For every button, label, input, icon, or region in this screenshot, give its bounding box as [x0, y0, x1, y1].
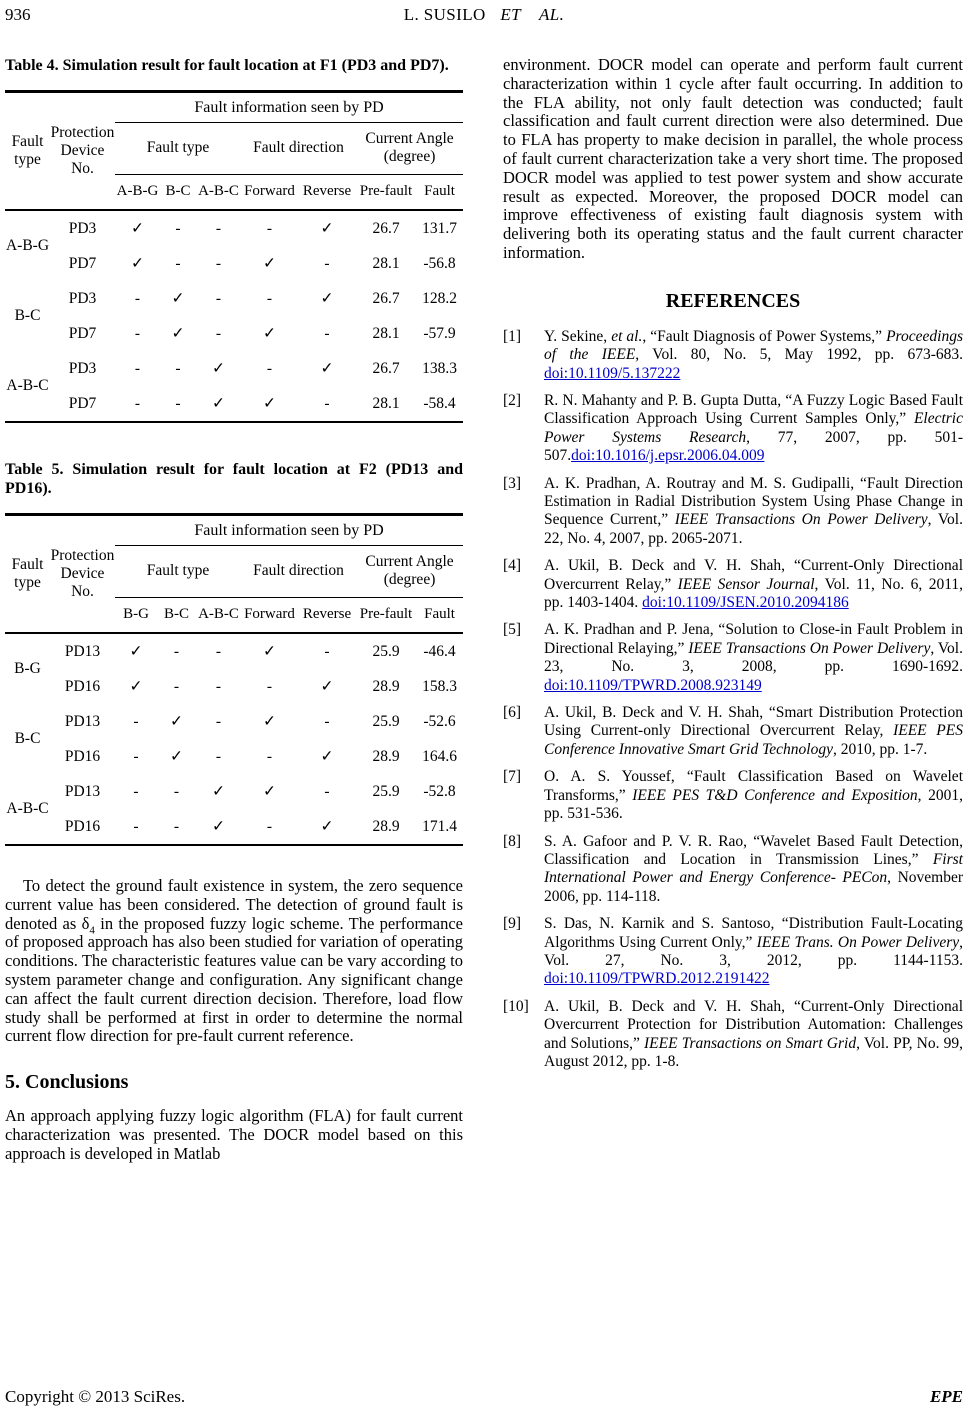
- conclusions-continuation-paragraph: environment. DOCR model can operate and perform fault current characterization within 1 cycle after fault occurring. In addition to the FLA ability, not only fault detection was conducted; fault classification and fault current direction were also determined. Due to FLA has property to make decision in parallel, the whole process of fault current characterization take a very short time. The proposed DOCR model was applied to test power system and show accurate result as expected. Moreover, the proposed DOCR model can improve effectiveness of existing fault diagnosis system with delivering both its operating status and the fault current character information.: [503, 55, 963, 262]
- pd-cell: PD7: [68, 394, 97, 412]
- page-number: 936: [5, 5, 31, 24]
- fault-type-label: A-B-C: [6, 377, 49, 394]
- table-cell: -: [266, 289, 273, 307]
- doi-link[interactable]: doi:10.1109/JSEN.2010.2094186: [642, 594, 849, 612]
- reference-number: [7]: [503, 768, 522, 786]
- reference-text: A. Ukil, B. Deck and V. H. Shah, “Smart Distribution Protection Using Current-only Directional Overcurrent Relay, IEEE PES Conference Innovative Smart Grid Technology, 2010, pp. 1-7.: [544, 704, 963, 758]
- table-cell: ✓: [131, 255, 144, 272]
- table-cell: -58.4: [423, 394, 456, 412]
- reference-number: [9]: [503, 915, 522, 933]
- subcol-header: B-C: [160, 175, 196, 211]
- pd-cell: PD16: [64, 817, 101, 835]
- reference-number: [1]: [503, 327, 522, 345]
- reference-number: [5]: [503, 621, 522, 639]
- col-header-fault-info: Fault information seen by PD: [115, 515, 463, 546]
- reference-text: A. Ukil, B. Deck and V. H. Shah, “Current-Only Directional Overcurrent Relay,” IEEE Sensor Journal, Vol. 11, No. 6, 2011, pp. 1403-1404. doi:10.1109/JSEN.2010.2094186: [544, 557, 964, 612]
- reference-number: [8]: [503, 832, 522, 850]
- table-cell: ✓: [263, 325, 276, 342]
- table-cell: ✓: [320, 220, 334, 237]
- pd-cell: PD3: [68, 219, 97, 237]
- table-row: [5, 774, 463, 809]
- table-cell: 28.9: [372, 817, 400, 835]
- table-cell: -: [175, 394, 181, 412]
- table-cell: ✓: [170, 713, 183, 730]
- table-cell: -: [266, 677, 273, 695]
- fault-type-label: B-C: [14, 307, 41, 324]
- table-cell: -: [215, 324, 222, 342]
- table-row: [5, 515, 463, 546]
- table-cell: ✓: [212, 818, 225, 835]
- table-cell: 25.9: [372, 782, 400, 800]
- col-header-fault-type: Fault type: [5, 515, 50, 634]
- table-row: [5, 386, 463, 422]
- table-cell: ✓: [263, 643, 276, 660]
- reference-item: [503, 704, 963, 759]
- table-cell: -: [266, 817, 273, 835]
- doi-link[interactable]: doi:10.1109/5.137222: [544, 364, 681, 382]
- table-cell: -: [175, 219, 181, 237]
- doi-link[interactable]: doi:10.1109/TPWRD.2008.923149: [544, 676, 762, 694]
- table-cell: -: [173, 817, 180, 835]
- table-cell: -: [324, 394, 330, 412]
- table-cell: ✓: [131, 220, 144, 237]
- reference-item: [503, 768, 963, 823]
- table-row: [5, 739, 463, 774]
- table-cell: 26.7: [372, 219, 400, 237]
- table-row: [5, 281, 463, 316]
- table-cell: 25.9: [372, 642, 400, 660]
- table-cell: 28.9: [372, 747, 400, 765]
- table-row: [5, 210, 463, 246]
- reference-item: [503, 392, 963, 466]
- table-row: [5, 316, 463, 351]
- table-cell: -: [324, 712, 330, 730]
- table-cell: -: [173, 677, 180, 695]
- table-cell: ✓: [320, 678, 334, 695]
- reference-item: [503, 998, 963, 1072]
- pd-cell: PD16: [64, 677, 101, 695]
- table-cell: ✓: [320, 290, 334, 307]
- table-cell: -56.8: [423, 254, 456, 272]
- table-cell: ✓: [320, 748, 334, 765]
- subcol-header: Reverse: [298, 175, 356, 211]
- col-header-fault-info: Fault information seen by PD: [115, 92, 463, 123]
- table-cell: 138.3: [422, 359, 457, 377]
- pd-cell: PD3: [68, 289, 97, 307]
- table-cell: -: [324, 642, 330, 660]
- table-cell: ✓: [129, 643, 143, 660]
- reference-item: [503, 557, 963, 612]
- reference-item: [503, 833, 963, 907]
- table-cell: -: [134, 359, 141, 377]
- col-group-fault-type: Fault type: [115, 546, 241, 598]
- col-group-fault-type: Fault type: [115, 123, 241, 175]
- col-group-fault-direction: Fault direction: [241, 546, 356, 598]
- reference-text: Y. Sekine, et al., “Fault Diagnosis of Power Systems,” Proceedings of the IEEE, Vol. 80, No. 5, May 1992, pp. 673-683. doi:10.1109/5.137222: [544, 327, 963, 382]
- table-cell: -: [215, 219, 222, 237]
- pd-cell: PD7: [68, 254, 97, 272]
- table4-caption: Table 4. Simulation result for fault location at F1 (PD3 and PD7).: [5, 57, 449, 74]
- table-cell: -: [134, 324, 141, 342]
- conclusions-heading: 5. Conclusions: [5, 1071, 129, 1094]
- pd-cell: PD3: [68, 359, 97, 377]
- table-cell: -57.9: [423, 324, 456, 342]
- table-cell: -52.6: [423, 712, 456, 730]
- table-cell: 158.3: [422, 677, 457, 695]
- table-cell: ✓: [170, 748, 183, 765]
- fault-type-label: B-G: [14, 660, 41, 677]
- reference-item: [503, 475, 963, 549]
- table-cell: ✓: [263, 713, 276, 730]
- subcol-header: A-B-G: [115, 175, 160, 211]
- table-cell: -: [133, 747, 139, 765]
- reference-text: S. Das, N. Karnik and S. Santoso, “Distribution Fault-Locating Algorithms Using Current Only,” IEEE Trans. On Power Delivery, Vol. 27, No. 3, 2012, pp. 1144-1153. doi:10.1109/TPWRD.2012.2191422: [544, 915, 963, 988]
- table-row: [5, 669, 463, 704]
- table-cell: -52.8: [423, 782, 456, 800]
- left-column: [5, 56, 463, 1164]
- page-footer: [5, 1387, 963, 1407]
- reference-text: R. N. Mahanty and P. B. Gupta Dutta, “A Fuzzy Logic Based Fault Classification Approach Using Current Samples Only,” Electric Power Systems Research, 77, 2007, pp. 501-507.doi:10.1016/j.epsr.2006.04.009: [544, 391, 963, 465]
- col-header-pd-no: Protection Device No.: [50, 92, 115, 211]
- subcol-header: Pre-fault: [356, 175, 416, 211]
- table-cell: 26.7: [372, 359, 400, 377]
- reference-text: A. K. Pradhan and P. Jena, “Solution to Close-in Fault Problem in Directional Relaying,” IEEE Transactions On Power Delivery, Vol. 23, No. 3, 2008, pp. 1690-1692. doi:10.1109/TPWRD.2008.923149: [544, 621, 963, 694]
- fault-type-label: B-C: [14, 730, 41, 747]
- table-5: [5, 513, 463, 846]
- subcol-header: Pre-fault: [356, 598, 416, 634]
- table-cell: -: [134, 394, 141, 412]
- subcol-header: A-B-C: [196, 598, 241, 634]
- col-header-fault-type: Fault type: [5, 92, 50, 211]
- table-cell: 28.1: [372, 394, 400, 412]
- journal-abbreviation: EPE: [929, 1387, 963, 1406]
- table-cell: -: [266, 359, 273, 377]
- table-row: [5, 246, 463, 281]
- table-cell: -: [134, 289, 141, 307]
- subcol-header: Forward: [241, 175, 298, 211]
- table-cell: ✓: [263, 783, 276, 800]
- reference-text: S. A. Gafoor and P. V. R. Rao, “Wavelet Based Fault Detection, Classification and Location in Transmission Lines,” First International Power and Energy Conference- PECon, November 2006, pp. 114-118.: [544, 832, 963, 905]
- reference-item: [503, 621, 963, 695]
- table-row: [5, 809, 463, 845]
- table-cell: -: [175, 359, 181, 377]
- doi-link[interactable]: doi:10.1109/TPWRD.2012.2191422: [544, 970, 770, 988]
- table-cell: -: [133, 817, 139, 835]
- subcol-header: Fault: [416, 598, 463, 634]
- conclusions-paragraph: An approach applying fuzzy logic algorithm (FLA) for fault current characterization was presented. The DOCR model based on this approach is developed in Matlab: [5, 1106, 463, 1163]
- table-cell: 28.1: [372, 324, 400, 342]
- table-row: [5, 92, 463, 123]
- table-cell: 26.7: [372, 289, 400, 307]
- fault-type-label: A-B-C: [6, 800, 49, 817]
- reference-number: [6]: [503, 704, 522, 722]
- reference-number: [2]: [503, 391, 522, 409]
- fault-type-label: A-B-G: [5, 237, 50, 254]
- col-header-pd-no: Protection Device No.: [50, 515, 115, 634]
- table-cell: -: [133, 782, 139, 800]
- table-row: [5, 351, 463, 386]
- subcol-header: Forward: [241, 598, 298, 634]
- table-cell: -: [215, 289, 222, 307]
- table-cell: -: [133, 712, 139, 730]
- table-cell: -: [324, 782, 330, 800]
- reference-item: [503, 328, 963, 383]
- table-cell: ✓: [171, 325, 185, 342]
- table-cell: 28.9: [372, 677, 400, 695]
- table-cell: -: [173, 782, 180, 800]
- reference-text: O. A. S. Youssef, “Fault Classification Based on Wavelet Transforms,” IEEE PES T&D Conference and Exposition, 2001, pp. 531-536.: [544, 768, 963, 823]
- reference-item: [503, 915, 963, 989]
- table-cell: ✓: [320, 818, 334, 835]
- table-cell: 128.2: [422, 289, 457, 307]
- table-cell: -46.4: [423, 642, 456, 660]
- table-cell: 171.4: [422, 817, 457, 835]
- page-header: [0, 5, 968, 29]
- doi-link[interactable]: doi:10.1016/j.epsr.2006.04.009: [571, 447, 765, 465]
- table-cell: -: [215, 677, 222, 695]
- reference-text: A. Ukil, B. Deck and V. H. Shah, “Current-Only Directional Overcurrent Protection for Distribution Automation: Challenges and Solutions,” IEEE Transactions on Smart Grid, Vol. PP, No. 99, August 2012, pp. 1-8.: [544, 997, 963, 1070]
- table-cell: -: [215, 712, 222, 730]
- table-cell: 131.7: [422, 219, 457, 237]
- col-group-current-angle: Current Angle (degree): [356, 123, 463, 175]
- col-group-current-angle: Current Angle (degree): [356, 546, 463, 598]
- pd-cell: PD13: [64, 782, 101, 800]
- copyright-notice: Copyright © 2013 SciRes.: [5, 1387, 186, 1406]
- running-title: L. SUSILO ET AL.: [403, 5, 565, 24]
- references-heading: REFERENCES: [665, 289, 801, 312]
- table-cell: ✓: [263, 255, 276, 272]
- subcol-header: B-G: [115, 598, 157, 634]
- table-cell: -: [215, 642, 222, 660]
- table-cell: ✓: [129, 678, 143, 695]
- table-cell: 164.6: [422, 747, 457, 765]
- table-cell: -: [324, 324, 330, 342]
- table-cell: ✓: [212, 360, 225, 377]
- reference-number: [10]: [503, 997, 529, 1015]
- table-row: [5, 704, 463, 739]
- pd-cell: PD13: [64, 712, 101, 730]
- right-column: [503, 56, 963, 1164]
- table-cell: -: [175, 254, 181, 272]
- pd-cell: PD7: [68, 324, 97, 342]
- table-cell: -: [215, 747, 222, 765]
- subcol-header: A-B-C: [196, 175, 241, 211]
- table-cell: -: [324, 254, 330, 272]
- table-4: [5, 90, 463, 423]
- pd-cell: PD13: [64, 642, 101, 660]
- table-row: [5, 633, 463, 669]
- subcol-header: Reverse: [298, 598, 356, 634]
- table-cell: 25.9: [372, 712, 400, 730]
- reference-text: A. K. Pradhan, A. Routray and M. S. Gudipalli, “Fault Direction Estimation in Radial Distribution System Using Phase Change in Sequence Current,” IEEE Transactions On Power Delivery, Vol. 22, No. 4, 2007, pp. 2065-2071.: [544, 474, 963, 547]
- reference-number: [4]: [503, 557, 522, 575]
- subcol-header: Fault: [416, 175, 463, 211]
- col-group-fault-direction: Fault direction: [241, 123, 356, 175]
- subcol-header: B-C: [157, 598, 196, 634]
- reference-number: [3]: [503, 474, 522, 492]
- table-cell: ✓: [212, 783, 225, 800]
- table5-caption: Table 5. Simulation result for fault location at F2 (PD13 and PD16).: [5, 461, 463, 497]
- table-cell: ✓: [263, 395, 276, 412]
- references-list: [503, 328, 963, 1072]
- table-cell: -: [173, 642, 180, 660]
- table-cell: ✓: [171, 290, 185, 307]
- table-cell: -: [266, 747, 273, 765]
- table-cell: ✓: [212, 395, 225, 412]
- pd-cell: PD16: [64, 747, 101, 765]
- table-cell: -: [215, 254, 222, 272]
- table-cell: -: [266, 219, 273, 237]
- table-cell: 28.1: [372, 254, 400, 272]
- ground-fault-paragraph: To detect the ground fault existence in system, the zero sequence current value has been considered. The detection of ground fault is denoted as $\delta_4$ in the proposed fuzzy logic scheme. The performance of proposed approach has also been studied for variation of operating conditions. The characteristic features value can be vary according to system parameter change and configuration. Any significant change can affect the fault current direction decision. Therefore, load flow study shall be performed at first in order to determine the normal current flow direction for pre-fault current reference.: [5, 876, 463, 1046]
- table-cell: ✓: [320, 360, 334, 377]
